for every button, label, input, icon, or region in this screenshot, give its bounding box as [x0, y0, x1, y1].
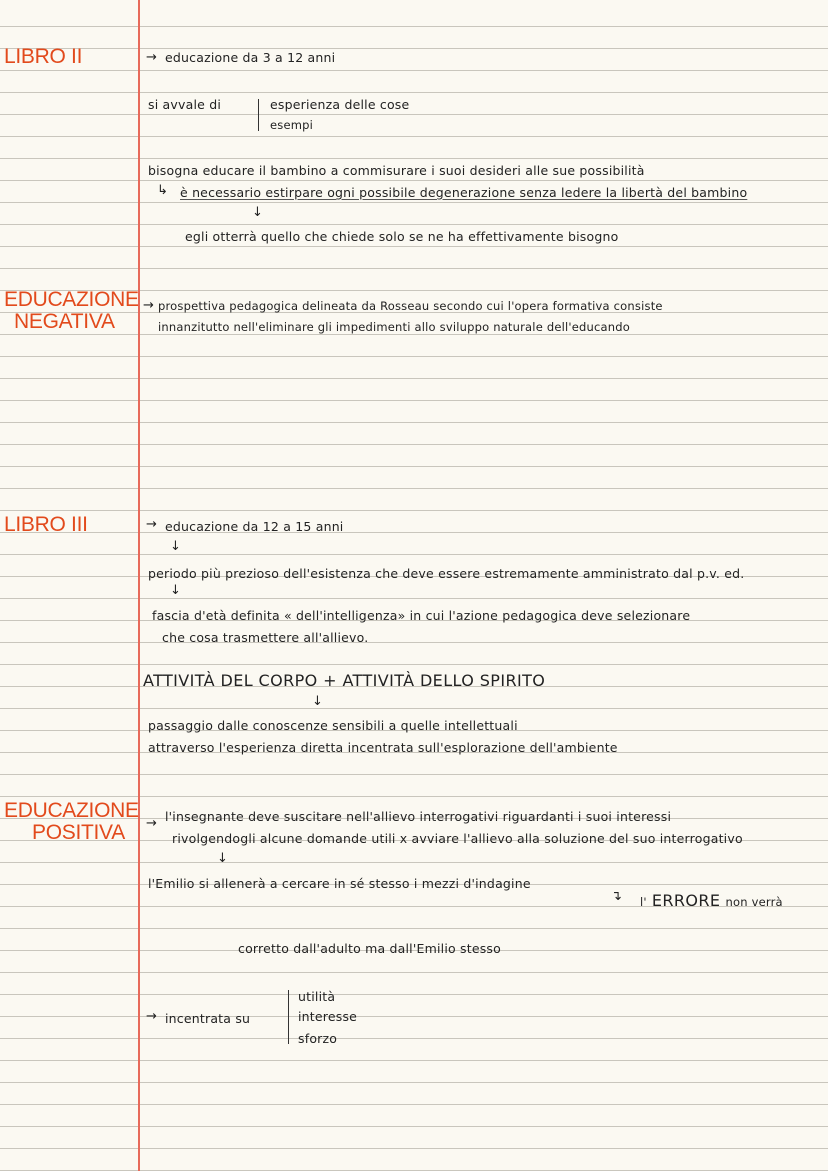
heading-libro-2: LIBRO II — [4, 45, 83, 68]
arrow-turn-right-icon: ↳ — [157, 183, 168, 198]
text-libro2-line-4: è necessario estirpare ogni possibile degenerazione senza ledere la libertà del bambino — [180, 185, 748, 200]
margin-line — [138, 0, 140, 1171]
arrow-right-icon: → — [146, 50, 157, 65]
arrow-down-icon: ↓ — [170, 583, 181, 598]
heading-educazione-negativa-1: EDUCAZIONE — [4, 288, 139, 311]
text-errore-big: ERRORE — [651, 891, 721, 910]
text-edpos-line-4: corretto dall'adulto ma dall'Emilio stesso — [238, 941, 501, 956]
text-libro2-age: educazione da 3 a 12 anni — [165, 50, 336, 65]
arrow-down-icon: ↓ — [217, 851, 228, 866]
text-incentrata-item-1: utilità — [298, 989, 336, 1004]
text-edpos-line-2: rivolgendogli alcune domande utili x avviare l'allievo alla soluzione del suo interrogativo — [172, 831, 743, 846]
text-libro3-line-4: che cosa trasmettere all'allievo. — [162, 630, 369, 645]
text-errore-pre: l' — [640, 895, 647, 909]
arrow-down-icon: ↓ — [252, 205, 263, 220]
text-avvale-item-2: esempi — [270, 118, 314, 132]
text-incentrata-item-2: interesse — [298, 1009, 358, 1024]
arrow-right-icon: → — [146, 816, 157, 831]
text-avvale-label: si avvale di — [148, 97, 222, 112]
arrow-right-icon: → — [146, 1009, 157, 1024]
text-edpos-line-1: l'insegnante deve suscitare nell'allievo interrogativi riguardanti i suoi interessi — [165, 809, 672, 824]
text-libro3-line-7: attraverso l'esperienza diretta incentrata sull'esplorazione dell'ambiente — [148, 740, 618, 755]
text-libro2-line-5: egli otterrà quello che chiede solo se ne ha effettivamente bisogno — [185, 229, 619, 244]
text-edpos-line-3: l'Emilio si allenerà a cercare in sé stesso i mezzi d'indagine — [148, 876, 531, 891]
text-incentrata-label: incentrata su — [165, 1011, 251, 1026]
arrow-down-icon: ↓ — [312, 694, 323, 709]
text-libro2-line-3: bisogna educare il bambino a commisurare i suoi desideri alle sue possibilità — [148, 163, 645, 178]
arrow-right-icon: → — [143, 298, 154, 313]
text-libro3-line-6: passaggio dalle conoscenze sensibili a quelle intellettuali — [148, 718, 518, 733]
heading-educazione-positiva-2: POSITIVA — [32, 821, 125, 844]
bracket-icon — [258, 99, 259, 131]
arrow-down-icon: ↓ — [170, 539, 181, 554]
text-incentrata-item-3: sforzo — [298, 1031, 338, 1046]
text-libro3-line-3: fascia d'età definita « dell'intelligenza» in cui l'azione pedagogica deve selezionare — [152, 608, 691, 623]
text-libro3-age: educazione da 12 a 15 anni — [165, 519, 344, 534]
heading-educazione-negativa-2: NEGATIVA — [14, 310, 115, 333]
arrow-right-icon: → — [146, 517, 157, 532]
text-errore — [640, 891, 783, 911]
text-avvale-item-1: esperienza delle cose — [270, 97, 410, 112]
arrow-turn-down-icon: ↴ — [611, 889, 622, 904]
text-edneg-line-2: innanzitutto nell'eliminare gli impedimenti allo sviluppo naturale dell'educando — [158, 320, 631, 334]
text-edneg-line-1: prospettiva pedagogica delineata da Rosseau secondo cui l'opera formativa consiste — [158, 299, 663, 313]
heading-libro-3: LIBRO III — [4, 513, 88, 536]
bracket-icon — [288, 990, 289, 1044]
text-attivita-corpo-spirito: ATTIVITÀ DEL CORPO + ATTIVITÀ DELLO SPIRITO — [143, 671, 546, 690]
heading-educazione-positiva-1: EDUCAZIONE — [4, 799, 139, 822]
text-errore-post: non verrà — [725, 895, 783, 909]
text-libro3-line-2: periodo più prezioso dell'esistenza che deve essere estremamente amministrato dal p.v. ed. — [148, 566, 745, 581]
